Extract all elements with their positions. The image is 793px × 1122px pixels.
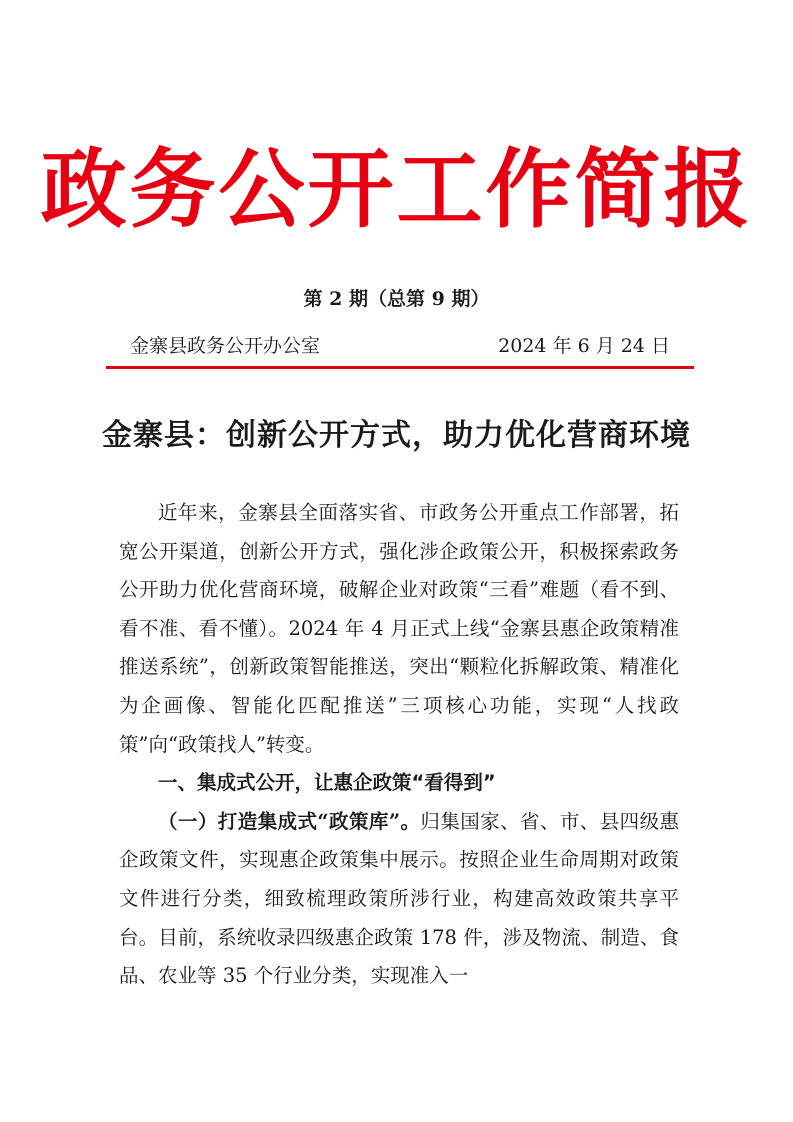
masthead-title: 政务公开工作简报 bbox=[40, 140, 753, 240]
header-divider bbox=[106, 366, 694, 369]
subsection-text: 归集国家、省、市、县四级惠企政策文件，实现惠企政策集中展示。按照企业生命周期对政策文件进行分类，细致梳理政策所涉行业，构建高效政策共享平台。目前，系统收录四级惠企政策 178 件，涉及物流、制造、食品、农业等 35 个行业分类，实现准入一 bbox=[119, 809, 679, 988]
article-title: 金寨县：创新公开方式，助力优化营商环境 bbox=[102, 418, 691, 453]
issue-number: 第 2 期（总第 9 期） bbox=[303, 288, 490, 310]
intro-paragraph: 近年来，金寨县全面落实省、市政务公开重点工作部署，拓宽公开渠道，创新公开方式，强化涉企政策公开，积极探索政务公开助力优化营商环境，破解企业对政策“三看”难题（看不到、看不准、看不懂）。2024 年 4 月正式上线“金寨县惠企政策精准推送系统”，创新政策智能推送，突出“颗粒化拆解政策、精准化为企画像、智能化匹配推送”三项核心功能，实现“人找政策”向“政策找人”转变。 bbox=[119, 501, 679, 756]
issuing-office: 金寨县政务公开办公室 bbox=[130, 335, 321, 357]
section-heading: 一、集成式公开，让惠企政策“看得到” bbox=[158, 771, 496, 795]
article-body bbox=[119, 494, 679, 996]
subsection-heading: （一）打造集成式“政策库”。 bbox=[158, 809, 421, 833]
issue-date: 2024 年 6 月 24 日 bbox=[498, 335, 670, 357]
subsection-paragraph bbox=[119, 803, 679, 996]
